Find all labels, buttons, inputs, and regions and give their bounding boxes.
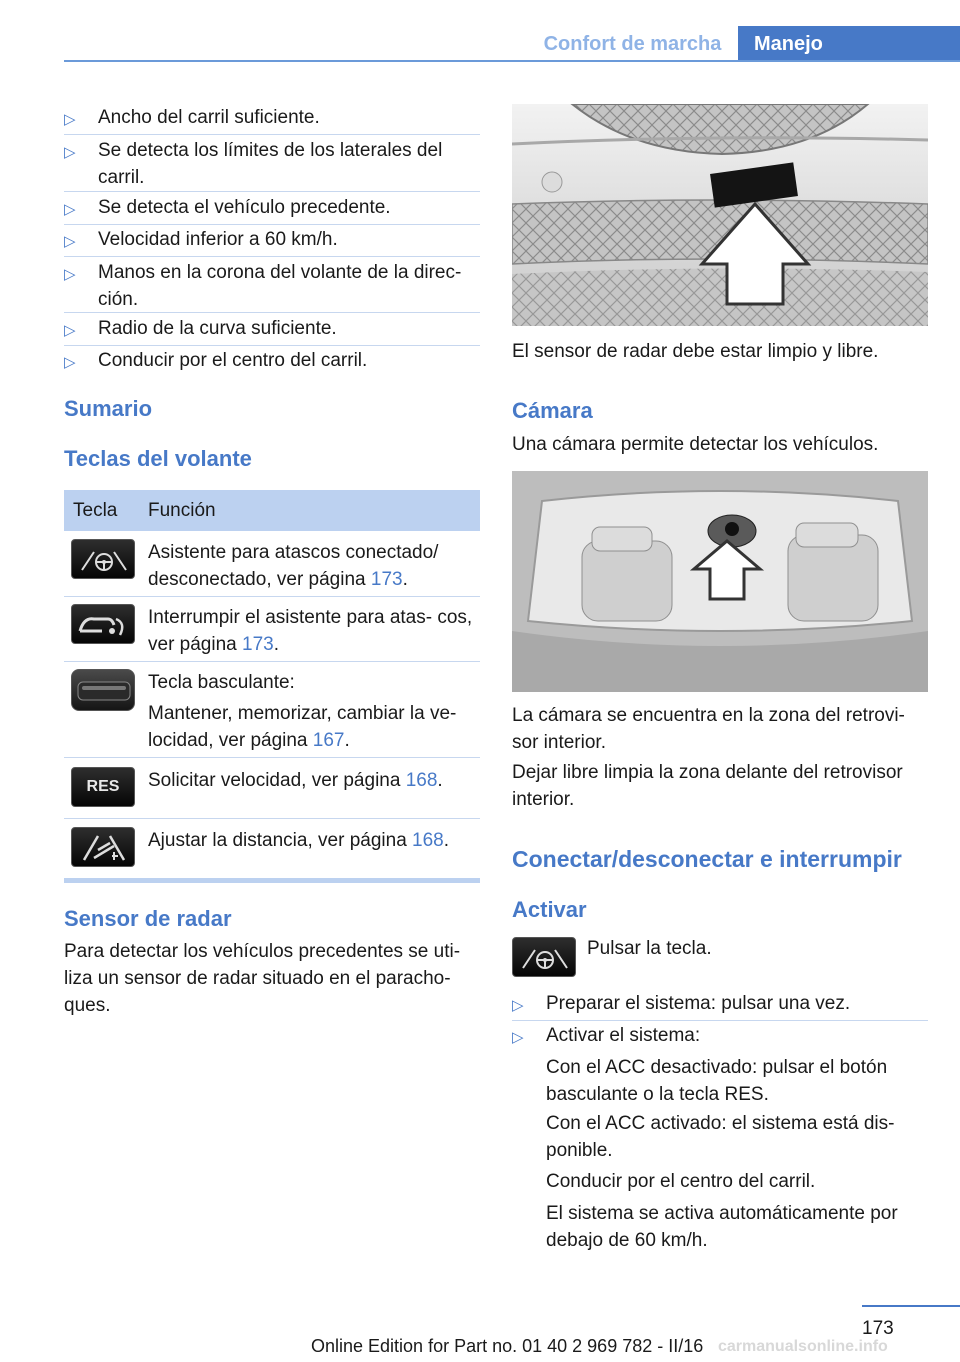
page-link[interactable]: 173 (370, 569, 403, 590)
header-divider (64, 60, 960, 62)
camera-photo (512, 471, 928, 692)
radar-paragraph: Para detectar los vehículos precedentes se uti‐ liza un sensor de radar situado en el paracho‐ ques. (64, 941, 461, 1016)
divider (64, 312, 480, 313)
row-divider (64, 757, 480, 758)
column-header-function: Función (148, 500, 216, 521)
divider (64, 191, 480, 192)
row-divider (64, 818, 480, 819)
divider (64, 256, 480, 257)
subsection-heading-teclas: Teclas del volante (64, 446, 252, 471)
table-bottom-rule (64, 878, 480, 883)
bullet-triangle-icon: ▷ (64, 111, 76, 128)
table-row: Solicitar velocidad, ver página 168. (148, 770, 443, 791)
section-heading-connect: Conectar/desconectar e interrumpir (512, 846, 902, 872)
bullet-triangle-icon: ▷ (64, 266, 76, 283)
step-detail: Con el ACC activado: el sistema está dis‐ ponible. (546, 1113, 895, 1161)
divider (64, 134, 480, 135)
page-link[interactable]: 173 (242, 634, 274, 655)
camara-paragraph: Una cámara permite detectar los vehículos. (512, 434, 879, 455)
traffic-jam-assistant-icon (512, 937, 576, 977)
divider (64, 345, 480, 346)
step-detail: El sistema se activa automáticamente por debajo de 60 km/h. (546, 1203, 898, 1251)
section-heading-sumario: Sumario (64, 396, 153, 421)
section-tab[interactable]: Confort de marcha (543, 33, 722, 55)
traffic-jam-assistant-icon (71, 539, 135, 579)
table-header (64, 490, 480, 531)
radar-sensor-photo (512, 104, 928, 326)
divider (64, 224, 480, 225)
page-link[interactable]: 167 (312, 730, 345, 751)
distance-icon (71, 827, 135, 867)
page-link[interactable]: 168 (412, 830, 444, 851)
bullet-triangle-icon: ▷ (64, 144, 76, 161)
camara-caption-1: La cámara se encuentra en la zona del retrovi‐ sor interior. (512, 705, 905, 753)
bullet-triangle-icon: ▷ (64, 201, 76, 218)
edition-footer: Online Edition for Part no. 01 40 2 969 782 - II/16 (311, 1336, 704, 1356)
table-row: Asistente para atascos conectado/ desconectado, ver página 173. (148, 542, 439, 590)
page-link[interactable]: 168 (405, 770, 438, 791)
chapter-tab[interactable]: Manejo (738, 26, 960, 62)
table-row: Tecla basculante: Mantener, memorizar, cambiar la ve‐ locidad, ver página 167. (148, 672, 457, 751)
radar-photo-caption: El sensor de radar debe estar limpio y libre. (512, 341, 879, 362)
activar-instruction: Pulsar la tecla. (587, 938, 712, 959)
divider (512, 1020, 928, 1021)
page-number: 173 (862, 1318, 894, 1339)
bullet-triangle-icon: ▷ (512, 997, 524, 1014)
subsection-heading-activar: Activar (512, 897, 587, 922)
section-heading-camara: Cámara (512, 398, 593, 423)
res-button-icon: RES (71, 767, 135, 807)
camara-caption-2: Dejar libre limpia la zona delante del retrovisor interior. (512, 762, 903, 810)
bullet-triangle-icon: ▷ (64, 233, 76, 250)
bullet-triangle-icon: ▷ (512, 1029, 524, 1046)
bullet-triangle-icon: ▷ (64, 354, 76, 371)
bullet-triangle-icon: ▷ (64, 322, 76, 339)
table-row: Interrumpir el asistente para atas‐ cos, ver página 173. (148, 607, 473, 655)
section-heading-radar: Sensor de radar (64, 906, 232, 931)
step-detail: Conducir por el centro del carril. (546, 1171, 816, 1192)
table-row: Ajustar la distancia, ver página 168. (148, 830, 450, 851)
row-divider (64, 596, 480, 597)
row-divider (64, 661, 480, 662)
column-header-key: Tecla (73, 500, 118, 521)
interrupt-assistant-icon (71, 604, 135, 644)
footer-divider (862, 1305, 960, 1307)
rocker-switch-icon (71, 669, 135, 711)
watermark: carmanualsonline.info (718, 1338, 888, 1355)
step-detail: Con el ACC desactivado: pulsar el botón basculante o la tecla RES. (546, 1057, 888, 1105)
